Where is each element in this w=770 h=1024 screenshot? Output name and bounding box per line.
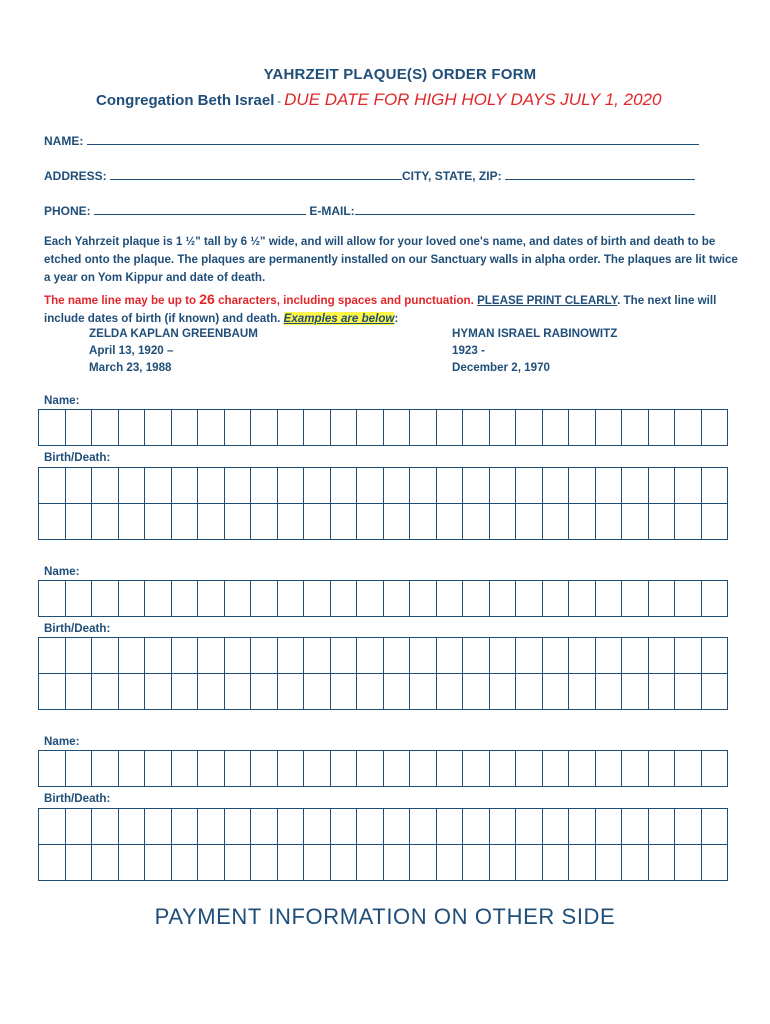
character-box[interactable]	[225, 581, 252, 617]
character-box[interactable]	[596, 751, 623, 787]
character-box[interactable]	[278, 410, 305, 446]
character-box[interactable]	[543, 809, 570, 845]
character-box[interactable]	[516, 504, 543, 540]
character-box[interactable]	[463, 809, 490, 845]
character-limit-note: The name line may be up to 26 characters, including spaces and punctuation.	[44, 291, 474, 307]
character-box[interactable]	[66, 809, 93, 845]
due-date: DUE DATE FOR HIGH HOLY DAYS JULY 1, 2020	[284, 90, 662, 109]
character-box[interactable]	[331, 410, 358, 446]
character-box[interactable]	[92, 638, 119, 674]
character-box[interactable]	[92, 751, 119, 787]
character-box[interactable]	[39, 845, 66, 881]
character-box[interactable]	[331, 468, 358, 504]
example-1-birth: April 13, 1920 –	[89, 344, 174, 357]
character-box[interactable]	[198, 504, 225, 540]
character-box[interactable]	[463, 674, 490, 710]
character-box[interactable]	[410, 638, 437, 674]
character-box[interactable]	[145, 504, 172, 540]
character-box[interactable]	[39, 410, 66, 446]
character-box[interactable]	[384, 809, 411, 845]
example-2-birth: 1923 -	[452, 344, 485, 357]
character-box[interactable]	[569, 504, 596, 540]
character-box[interactable]	[198, 845, 225, 881]
character-box[interactable]	[384, 845, 411, 881]
address-label: ADDRESS:	[44, 169, 107, 183]
character-box[interactable]	[543, 845, 570, 881]
character-box[interactable]	[490, 468, 517, 504]
character-box[interactable]	[304, 674, 331, 710]
character-box[interactable]	[304, 504, 331, 540]
character-box[interactable]	[675, 638, 702, 674]
character-box[interactable]	[410, 504, 437, 540]
character-box[interactable]	[490, 674, 517, 710]
character-box[interactable]	[437, 468, 464, 504]
entry-3-dates-grid	[38, 808, 728, 881]
character-box[interactable]	[304, 809, 331, 845]
character-box[interactable]	[702, 751, 729, 787]
character-box[interactable]	[569, 809, 596, 845]
character-box[interactable]	[437, 410, 464, 446]
character-box[interactable]	[490, 504, 517, 540]
character-box[interactable]	[490, 410, 517, 446]
payment-footer: PAYMENT INFORMATION ON OTHER SIDE	[154, 904, 616, 929]
character-box[interactable]	[304, 751, 331, 787]
character-box[interactable]	[649, 581, 676, 617]
character-box[interactable]	[516, 845, 543, 881]
character-box[interactable]	[516, 674, 543, 710]
character-box[interactable]	[437, 581, 464, 617]
character-box[interactable]	[463, 468, 490, 504]
city-state-zip-label: CITY, STATE, ZIP:	[402, 169, 502, 183]
dates-note: . The next line will include dates of birth (if known) and death.	[44, 294, 717, 325]
character-box[interactable]	[437, 845, 464, 881]
phone-field[interactable]	[94, 202, 306, 215]
character-box[interactable]	[675, 845, 702, 881]
entry-1-name-label: Name:	[44, 394, 80, 407]
character-box[interactable]	[622, 751, 649, 787]
character-box[interactable]	[66, 504, 93, 540]
character-box[interactable]	[410, 581, 437, 617]
character-box[interactable]	[39, 751, 66, 787]
character-box[interactable]	[145, 468, 172, 504]
character-box[interactable]	[357, 581, 384, 617]
character-box[interactable]	[119, 674, 146, 710]
phone-email-row	[44, 202, 695, 218]
character-box[interactable]	[39, 581, 66, 617]
character-box[interactable]	[39, 468, 66, 504]
character-box[interactable]	[172, 504, 199, 540]
character-box[interactable]	[490, 809, 517, 845]
address-field[interactable]	[110, 167, 402, 180]
character-box[interactable]	[569, 468, 596, 504]
character-box[interactable]	[225, 410, 252, 446]
character-box[interactable]	[251, 410, 278, 446]
character-box[interactable]	[198, 674, 225, 710]
character-box[interactable]	[622, 581, 649, 617]
character-box[interactable]	[66, 410, 93, 446]
character-box[interactable]	[119, 809, 146, 845]
character-box[interactable]	[543, 638, 570, 674]
entry-2-name-label: Name:	[44, 565, 80, 578]
instructions-rules: The name line may be up to 26 characters, including spaces and punctuation. PLEASE PRINT CLEARLY. The next line will include dates of birth (if known) and death. Examples are below:	[44, 291, 717, 325]
character-box[interactable]	[649, 674, 676, 710]
character-box[interactable]	[384, 638, 411, 674]
character-box[interactable]	[331, 751, 358, 787]
character-box[interactable]	[172, 638, 199, 674]
character-box[interactable]	[702, 581, 729, 617]
character-box[interactable]	[278, 504, 305, 540]
character-box[interactable]	[569, 674, 596, 710]
character-box[interactable]	[702, 638, 729, 674]
entry-2-dates-grid	[38, 637, 728, 710]
character-box[interactable]	[649, 410, 676, 446]
examples-highlight: Examples are below	[283, 312, 395, 325]
character-box[interactable]	[622, 638, 649, 674]
character-box[interactable]	[66, 468, 93, 504]
character-box[interactable]	[172, 809, 199, 845]
character-box[interactable]	[357, 504, 384, 540]
character-box[interactable]	[384, 504, 411, 540]
character-box[interactable]	[437, 638, 464, 674]
address-row	[44, 167, 695, 183]
character-box[interactable]	[251, 581, 278, 617]
character-box[interactable]	[596, 410, 623, 446]
character-box[interactable]	[145, 809, 172, 845]
name-row	[44, 132, 699, 148]
character-box[interactable]	[596, 638, 623, 674]
character-box[interactable]	[172, 410, 199, 446]
character-box[interactable]	[251, 751, 278, 787]
character-box[interactable]	[622, 504, 649, 540]
character-box[interactable]	[490, 845, 517, 881]
character-box[interactable]	[384, 468, 411, 504]
character-box[interactable]	[119, 468, 146, 504]
character-box[interactable]	[596, 504, 623, 540]
character-box[interactable]	[702, 468, 729, 504]
character-box[interactable]	[675, 751, 702, 787]
character-box[interactable]	[119, 751, 146, 787]
character-box[interactable]	[145, 581, 172, 617]
character-box[interactable]	[410, 809, 437, 845]
character-box[interactable]	[225, 638, 252, 674]
character-box[interactable]	[569, 581, 596, 617]
character-box[interactable]	[543, 468, 570, 504]
character-box[interactable]	[622, 410, 649, 446]
character-box[interactable]	[145, 410, 172, 446]
character-box[interactable]	[92, 581, 119, 617]
character-box[interactable]	[331, 504, 358, 540]
character-box[interactable]	[702, 845, 729, 881]
character-box[interactable]	[410, 845, 437, 881]
character-box[interactable]	[278, 581, 305, 617]
character-box[interactable]	[304, 581, 331, 617]
character-box[interactable]	[569, 751, 596, 787]
character-box[interactable]	[172, 751, 199, 787]
character-box[interactable]	[384, 674, 411, 710]
character-box[interactable]	[331, 845, 358, 881]
entry-3-name-grid	[38, 750, 728, 787]
character-box[interactable]	[145, 674, 172, 710]
character-box[interactable]	[66, 751, 93, 787]
entry-1-name-grid	[38, 409, 728, 446]
character-box[interactable]	[39, 674, 66, 710]
subtitle-separator: -	[274, 96, 285, 108]
example-1	[89, 325, 258, 376]
character-box[interactable]	[331, 581, 358, 617]
character-box[interactable]	[278, 674, 305, 710]
character-box[interactable]	[410, 674, 437, 710]
character-box[interactable]	[357, 809, 384, 845]
character-box[interactable]	[66, 638, 93, 674]
character-box[interactable]	[596, 845, 623, 881]
character-box[interactable]	[251, 504, 278, 540]
character-box[interactable]	[119, 504, 146, 540]
character-box[interactable]	[39, 638, 66, 674]
email-field[interactable]	[355, 202, 695, 215]
character-box[interactable]	[516, 638, 543, 674]
character-box[interactable]	[225, 468, 252, 504]
name-field[interactable]	[87, 132, 699, 145]
character-box[interactable]	[410, 751, 437, 787]
character-box[interactable]	[622, 845, 649, 881]
character-box[interactable]	[92, 674, 119, 710]
character-box[interactable]	[569, 410, 596, 446]
character-box[interactable]	[92, 845, 119, 881]
character-box[interactable]	[649, 504, 676, 540]
character-box[interactable]	[251, 809, 278, 845]
character-box[interactable]	[702, 674, 729, 710]
character-box[interactable]	[516, 410, 543, 446]
character-box[interactable]	[278, 809, 305, 845]
example-1-name: ZELDA KAPLAN GREENBAUM	[89, 327, 258, 340]
character-box[interactable]	[331, 809, 358, 845]
character-box[interactable]	[437, 674, 464, 710]
character-box[interactable]	[410, 410, 437, 446]
character-box[interactable]	[278, 638, 305, 674]
character-box[interactable]	[119, 581, 146, 617]
character-box[interactable]	[304, 468, 331, 504]
character-box[interactable]	[649, 809, 676, 845]
character-box[interactable]	[702, 809, 729, 845]
character-box[interactable]	[357, 845, 384, 881]
character-box[interactable]	[675, 468, 702, 504]
character-box[interactable]	[463, 638, 490, 674]
character-box[interactable]	[225, 504, 252, 540]
entry-3-dates-label: Birth/Death:	[44, 792, 111, 805]
entry-1-dates-label: Birth/Death:	[44, 451, 111, 464]
character-box[interactable]	[384, 751, 411, 787]
entry-2-dates-label: Birth/Death:	[44, 622, 111, 635]
character-box[interactable]	[437, 751, 464, 787]
character-box[interactable]	[225, 674, 252, 710]
character-box[interactable]	[649, 468, 676, 504]
character-box[interactable]	[649, 845, 676, 881]
character-box[interactable]	[675, 809, 702, 845]
character-box[interactable]	[92, 410, 119, 446]
character-box[interactable]	[463, 504, 490, 540]
character-box[interactable]	[225, 751, 252, 787]
form-title: YAHRZEIT PLAQUE(S) ORDER FORM	[263, 66, 537, 83]
example-2	[452, 325, 617, 376]
character-box[interactable]	[596, 809, 623, 845]
character-box[interactable]	[198, 638, 225, 674]
character-box[interactable]	[172, 581, 199, 617]
character-box[interactable]	[516, 751, 543, 787]
character-box[interactable]	[702, 410, 729, 446]
character-box[interactable]	[410, 468, 437, 504]
character-box[interactable]	[463, 581, 490, 617]
character-box[interactable]	[119, 410, 146, 446]
character-box[interactable]	[596, 674, 623, 710]
character-box[interactable]	[304, 845, 331, 881]
character-box[interactable]	[251, 845, 278, 881]
character-box[interactable]	[357, 468, 384, 504]
character-box[interactable]	[569, 845, 596, 881]
character-box[interactable]	[119, 638, 146, 674]
character-box[interactable]	[198, 581, 225, 617]
character-box[interactable]	[66, 581, 93, 617]
character-box[interactable]	[225, 809, 252, 845]
character-box[interactable]	[675, 410, 702, 446]
character-box[interactable]	[66, 845, 93, 881]
character-box[interactable]	[66, 674, 93, 710]
character-box[interactable]	[649, 638, 676, 674]
entry-1-dates-grid	[38, 467, 728, 540]
character-box[interactable]	[92, 468, 119, 504]
example-2-name: HYMAN ISRAEL RABINOWITZ	[452, 327, 618, 340]
character-box[interactable]	[490, 638, 517, 674]
character-box[interactable]	[357, 410, 384, 446]
character-box[interactable]	[198, 809, 225, 845]
character-box[interactable]	[543, 581, 570, 617]
phone-label: PHONE:	[44, 204, 91, 218]
character-box[interactable]	[278, 751, 305, 787]
form-subtitle	[96, 90, 661, 110]
character-box[interactable]	[463, 845, 490, 881]
character-box[interactable]	[437, 504, 464, 540]
character-box[interactable]	[675, 674, 702, 710]
character-box[interactable]	[543, 674, 570, 710]
character-box[interactable]	[92, 809, 119, 845]
character-box[interactable]	[437, 809, 464, 845]
character-box[interactable]	[490, 751, 517, 787]
character-box[interactable]	[543, 751, 570, 787]
character-box[interactable]	[172, 674, 199, 710]
character-box[interactable]	[331, 638, 358, 674]
character-box[interactable]	[225, 845, 252, 881]
city-state-zip-field[interactable]	[505, 167, 695, 180]
character-box[interactable]	[278, 468, 305, 504]
character-box[interactable]	[198, 410, 225, 446]
character-box[interactable]	[251, 638, 278, 674]
character-box[interactable]	[384, 410, 411, 446]
character-box[interactable]	[622, 674, 649, 710]
example-1-death: March 23, 1988	[89, 361, 172, 374]
print-clearly-note: PLEASE PRINT CLEARLY	[477, 294, 618, 307]
character-box[interactable]	[172, 845, 199, 881]
character-box[interactable]	[92, 504, 119, 540]
character-box[interactable]	[119, 845, 146, 881]
character-box[interactable]	[516, 581, 543, 617]
character-box[interactable]	[675, 581, 702, 617]
character-box[interactable]	[596, 581, 623, 617]
character-box[interactable]	[145, 751, 172, 787]
character-box[interactable]	[251, 674, 278, 710]
entry-3-name-label: Name:	[44, 735, 80, 748]
character-box[interactable]	[198, 751, 225, 787]
character-box[interactable]	[622, 809, 649, 845]
example-2-death: December 2, 1970	[452, 361, 550, 374]
character-box[interactable]	[490, 581, 517, 617]
character-box[interactable]	[145, 845, 172, 881]
character-box[interactable]	[357, 674, 384, 710]
character-box[interactable]	[357, 751, 384, 787]
character-box[interactable]	[172, 468, 199, 504]
character-box[interactable]	[198, 468, 225, 504]
character-box[interactable]	[649, 751, 676, 787]
character-box[interactable]	[675, 504, 702, 540]
name-label: NAME:	[44, 134, 84, 148]
instructions-paragraph: Each Yahrzeit plaque is 1 ½" tall by 6 ½" wide, and will allow for your loved one's name, and dates of birth and death to be etched onto the plaque. The plaques are permanently installed on our Sanctuary walls in alpha order. The plaques are lit twice a year on Yom Kippur and date of death.	[44, 235, 738, 284]
character-box[interactable]	[569, 638, 596, 674]
character-box[interactable]	[596, 468, 623, 504]
character-box[interactable]	[384, 581, 411, 617]
congregation-name: Congregation Beth Israel	[96, 92, 275, 109]
character-box[interactable]	[543, 410, 570, 446]
character-box[interactable]	[145, 638, 172, 674]
email-label: E-MAIL:	[309, 204, 355, 218]
entry-2-name-grid	[38, 580, 728, 617]
character-box[interactable]	[702, 504, 729, 540]
character-box[interactable]	[516, 809, 543, 845]
character-box[interactable]	[516, 468, 543, 504]
character-box[interactable]	[622, 468, 649, 504]
character-box[interactable]	[278, 845, 305, 881]
character-box[interactable]	[357, 638, 384, 674]
character-box[interactable]	[463, 410, 490, 446]
character-box[interactable]	[39, 504, 66, 540]
character-box[interactable]	[39, 809, 66, 845]
character-box[interactable]	[543, 504, 570, 540]
character-box[interactable]	[251, 468, 278, 504]
character-box[interactable]	[463, 751, 490, 787]
character-box[interactable]	[331, 674, 358, 710]
character-box[interactable]	[304, 410, 331, 446]
character-box[interactable]	[304, 638, 331, 674]
